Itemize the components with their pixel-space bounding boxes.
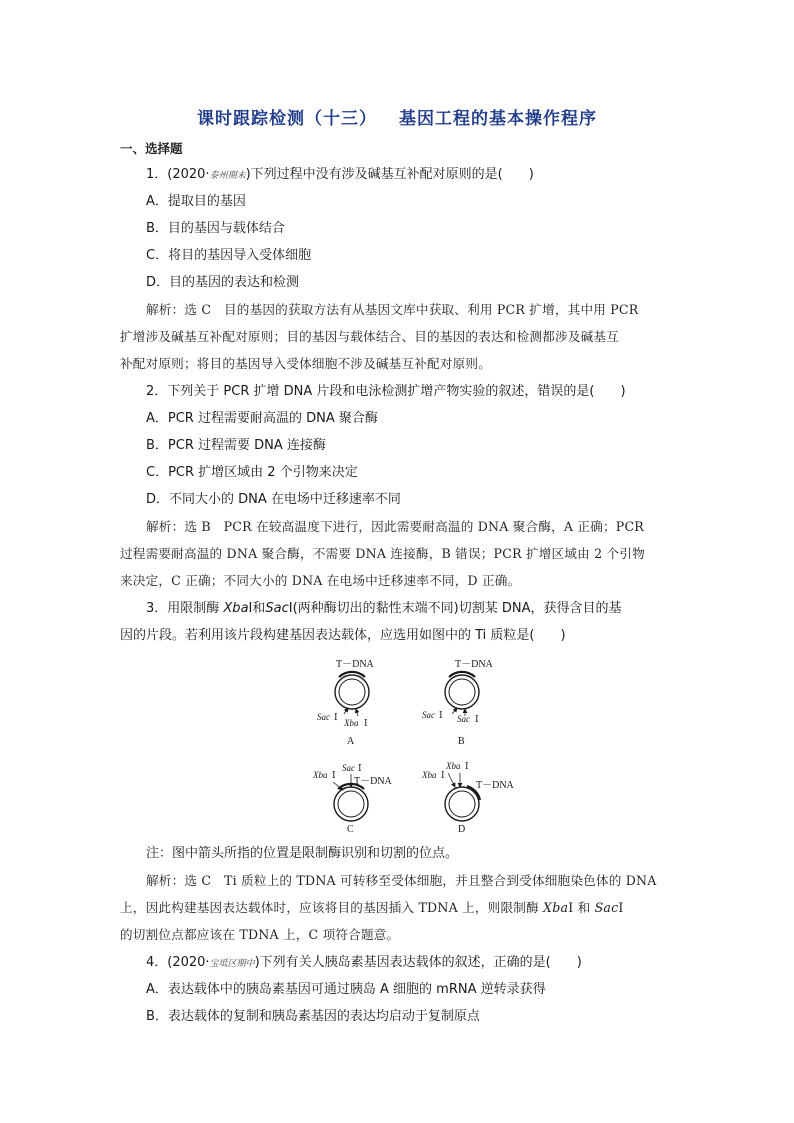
- q3-enzyme-xba: Xba: [223, 601, 249, 616]
- q3-note: 注：图中箭头所指的位置是限制酶识别和切割的位点。: [146, 846, 459, 861]
- plasmid-a-xba-label: Xba: [344, 718, 359, 728]
- q3-answer-line2b: 和: [573, 900, 595, 915]
- q3-roman1: Ⅰ: [248, 601, 253, 616]
- plasmid-d-outer-ring: [445, 787, 479, 821]
- q2-option-b: B．PCR 过程需要 DNA 连接酶: [146, 438, 326, 453]
- q2-option-a: A．PCR 过程需要耐高温的 DNA 聚合酶: [146, 411, 378, 426]
- plasmid-b-label: B: [458, 736, 465, 747]
- plasmid-a-label: A: [347, 736, 355, 747]
- title-part1: 课时跟踪检测（十三）: [197, 109, 377, 129]
- plasmid-a: [317, 659, 375, 747]
- plasmid-a-xba-arrow: [356, 709, 358, 716]
- plasmid-d: [421, 761, 515, 835]
- q2-stem: 2．下列关于 PCR 扩增 DNA 片段和电泳检测扩增产物实验的叙述，错误的是( ): [146, 384, 626, 399]
- q2-answer-line2: 过程需要耐高温的 DNA 聚合酶，不需要 DNA 连接酶，B 错误；PCR 扩增区域由 2 个引物: [120, 546, 645, 561]
- plasmid-c: [312, 763, 393, 835]
- plasmid-a-inner-ring: [339, 679, 365, 705]
- q1-answer-line3: 补配对原则；将目的基因导入受体细胞不涉及碱基互补配对原则。: [120, 356, 492, 371]
- plasmid-d-xba-label: Xba: [422, 770, 437, 780]
- q2-option-c: C．PCR 扩增区域由 2 个引物来决定: [146, 465, 358, 480]
- plasmid-d-xba-roman: Ⅰ: [441, 770, 445, 780]
- plasmid-d-tdna-label: T－DNA: [476, 780, 514, 791]
- q3-stem-a: 3．用限制酶: [146, 601, 224, 616]
- plasmid-a-tdna-label: T－DNA: [336, 659, 374, 670]
- plasmid-c-tdna-label: T－DNA: [354, 776, 392, 787]
- q4-option-a: A．表达载体中的胰岛素基因可通过胰岛 A 细胞的 mRNA 逆转录获得: [146, 982, 546, 997]
- plasmid-b-sac-label: Sac: [422, 710, 435, 720]
- q3-answer-sac: Sac: [594, 900, 619, 915]
- q3-answer-line1: 解析：选 C Ti 质粒上的 TDNA 可转移至受体细胞，并且整合到受体细胞染色体的 DNA: [146, 873, 657, 888]
- plasmid-d-inner-ring: [449, 791, 475, 817]
- q1-option-d: D．目的基因的表达和检测: [146, 275, 300, 290]
- q1-number: 1．(2020·: [146, 167, 210, 182]
- q2-answer-line3: 来决定，C 正确；不同大小的 DNA 在电场中迁移速率不同，D 正确。: [120, 573, 521, 588]
- plasmid-a-outer-ring: [335, 675, 369, 709]
- q2-answer-line1: 解析：选 B PCR 在较高温度下进行，因此需要耐高温的 DNA 聚合酶，A 正确；PCR: [146, 519, 644, 534]
- q2-option-d: D．不同大小的 DNA 在电场中迁移速率不同: [146, 492, 401, 507]
- plasmid-c-label: C: [347, 824, 354, 835]
- plasmid-c-sac-label: Sac: [342, 763, 355, 773]
- plasmid-c-sac-roman: Ⅰ: [358, 763, 362, 773]
- q1-text: )下列过程中没有涉及碱基互补配对原则的是( ): [245, 167, 534, 182]
- q1-source: 泰州期末: [209, 171, 246, 181]
- q3-answer-xba: Xba: [543, 900, 569, 915]
- q3-answer-line2a: 上，因此构建基因表达载体时，应该将目的基因插入 TDNA 上，则限制酶: [120, 900, 544, 915]
- q3-roman2: Ⅰ: [288, 601, 293, 616]
- plasmid-c-outer-ring: [334, 787, 368, 821]
- q1-option-a: A．提取目的基因: [146, 194, 246, 209]
- plasmid-a-sac-label: Sac: [317, 712, 330, 722]
- q3-enzyme-sac: Sac: [265, 601, 289, 616]
- q4-number: 4．(2020·: [146, 955, 210, 970]
- plasmid-c-inner-ring: [338, 791, 364, 817]
- q1-option-b: B．目的基因与载体结合: [146, 221, 285, 236]
- plasmid-a-sac-arrow: [344, 708, 348, 714]
- plasmid-d-xba-top-label: Xba: [446, 761, 461, 771]
- plasmid-d-xba-top-roman: Ⅰ: [465, 761, 469, 771]
- q3-answer-line2: [120, 899, 676, 917]
- q3-answer-roman1: Ⅰ: [568, 900, 574, 915]
- plasmid-a-sac-roman: Ⅰ: [334, 712, 338, 722]
- plasmid-b: [422, 659, 494, 747]
- plasmid-diagram: [300, 652, 530, 837]
- q1-answer-line1: 解析：选 C 目的基因的获取方法有从基因文库中获取、利用 PCR 扩增，其中用 PCR: [146, 302, 639, 317]
- page-title: [0, 104, 794, 129]
- plasmid-b-sac-roman: Ⅰ: [439, 710, 443, 720]
- section-heading: 一、选择题: [120, 141, 183, 156]
- plasmid-b-inner-ring: [449, 679, 475, 705]
- q3-stem-line1: [146, 600, 702, 618]
- plasmid-c-xba-roman: Ⅰ: [332, 770, 336, 780]
- q3-stem-line2: 因的片段。若利用该片段构建基因表达载体，应选用如图中的 Ti 质粒是( ): [120, 628, 566, 643]
- plasmid-b-tdna-label: T－DNA: [455, 659, 493, 670]
- q3-answer-line3: 的切割位点都应该在 TDNA 上，C 项符合题意。: [120, 927, 400, 942]
- q4-source: 宝坻区期中: [209, 959, 255, 969]
- q4-stem: [146, 954, 702, 973]
- plasmid-b-sac2-label: Sac: [457, 714, 470, 724]
- q3-stem-b: (两种酶切出的黏性末端不同)切割某 DNA，获得含目的基: [292, 601, 622, 616]
- plasmid-c-xba-label: Xba: [313, 770, 328, 780]
- plasmid-b-outer-ring: [445, 675, 479, 709]
- q3-answer-roman2: Ⅰ: [618, 900, 624, 915]
- title-part2: 基因工程的基本操作程序: [399, 109, 597, 129]
- q1-answer-line2: 扩增涉及碱基互补配对原则；目的基因与载体结合、目的基因的表达和检测都涉及碱基互: [120, 329, 619, 344]
- q4-option-b: B．表达载体的复制和胰岛素基因的表达均启动于复制原点: [146, 1009, 480, 1024]
- plasmid-a-xba-roman: Ⅰ: [364, 718, 368, 728]
- q1-option-c: C．将目的基因导入受体细胞: [146, 248, 312, 263]
- q4-text: )下列有关人胰岛素基因表达载体的叙述，正确的是( ): [254, 955, 582, 970]
- plasmid-d-label: D: [458, 824, 466, 835]
- plasmid-b-sac2-roman: Ⅰ: [475, 714, 479, 724]
- q1-stem: [146, 166, 702, 185]
- plasmid-d-xba-arrow: [448, 773, 455, 787]
- q3-and: 和: [252, 601, 266, 616]
